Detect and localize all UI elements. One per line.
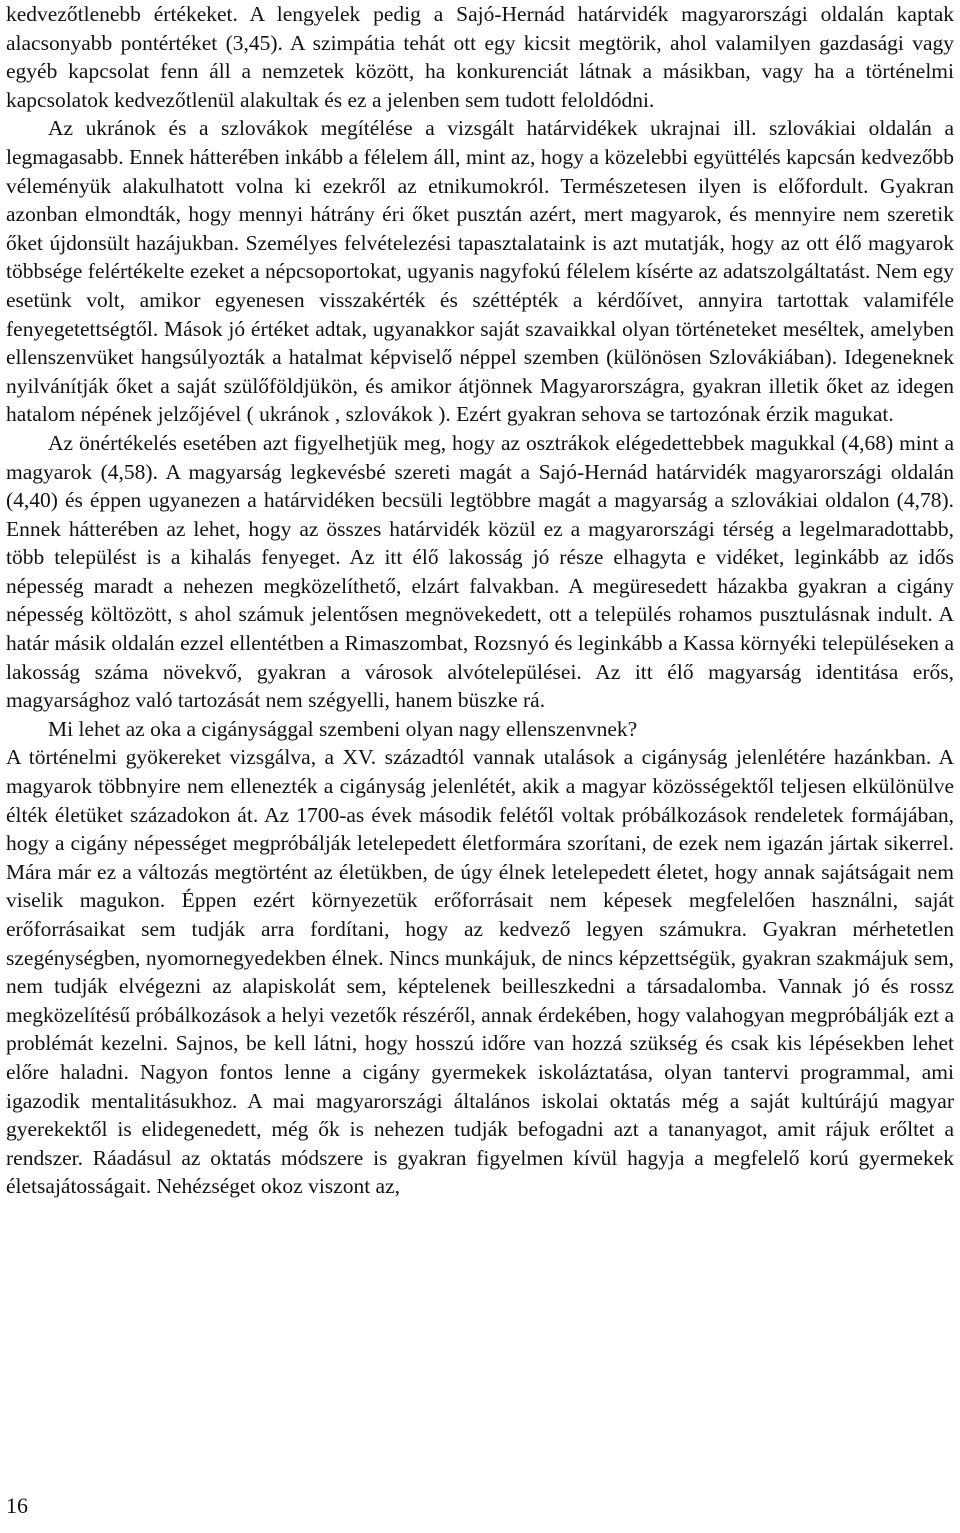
paragraph-continuation: kedvezőtlenebb értékeket. A lengyelek pedig a Sajó-Hernád határvidék magyarországi oldalán kaptak alacsonyabb pontértéket (3,45). A szimpátia tehát ott egy kicsit megtörik, ahol valamilyen gazdasági vagy egyéb kapcsolat fenn áll a nemzetek között, ha konkurenciát látnak a másikban, vagy ha a történelmi kapcsolatok kedvezőtlenül alakultak és ez a jelenben sem tudott feloldódni. <box>6 2 954 112</box>
page-number: 16 <box>6 1493 28 1518</box>
paragraph-self-evaluation: Az önértékelés esetében azt figyelhetjük meg, hogy az osztrákok elégedettebbek magukkal (4,68) mint a magyarok (4,58). A magyarság legkevésbé szereti magát a Sajó-Hernád határvidék magyarországi oldalán (4,40) és éppen ugyanezen a határvidéken becsüli legtöbbre magát a magyarság a szlovákiai oldalon (4,78). Ennek hátterében az lehet, hogy az összes határvidék közül ez a magyarországi térség a legelmaradottabb, több települést is a kihalás fenyeget. Az itt élő lakosság jó része elhagyta e vidéket, leginkább az idős népesség maradt a nehezen megközelíthető, elzárt falvakban. A megüresedett házakba gyakran a cigány népesség költözött, s ahol számuk jelentősen megnövekedett, ott a település rohamos pusztulásnak indult. A határ másik oldalán ezzel ellentétben a Rimaszombat, Rozsnyó és leginkább a Kassa környéki településeken a lakosság száma növekvő, gyakran a városok alvótelepülései. Az itt élő magyarság identitása erős, magyarsághoz való tartozását nem szégyelli, hanem büszke rá. <box>6 430 954 713</box>
body-text <box>6 0 954 1201</box>
paragraph-historical-roots: A történelmi gyökereket vizsgálva, a XV. századtól vannak utalások a cigányság jelenlétére hazánkban. A magyarok többnyire nem ellenezték a cigányság jelenlétét, akik a magyar közösségektől teljesen elkülönülve élték életüket századokon át. Az 1700-as évek második felétől voltak próbálkozások rendeletek formájában, hogy a cigány népességet megpróbálják letelepedett életformára szorítani, de ezek nem igazán jártak sikerrel. Mára már ez a változás megtörtént az életükben, de úgy élnek letelepedett életet, hogy annak sajátságait nem viselik magukon. Éppen ezért környezetük erőforrásait nem képesek megfelelően használni, saját erőforrásaikat sem tudják arra fordítani, hogy az kedvező legyen számukra. Gyakran mérhetetlen szegénységben, nyomornegyedekben élnek. Nincs munkájuk, de nincs képzettségük, gyakran szakmájuk sem, nem tudják elvégezni az alapiskolát sem, képtelenek beilleszkedni a társadalomba. Vannak jó és rossz megközelítésű próbálkozások a helyi vezetők részéről, annak érdekében, hogy valahogyan megpróbálják ezt a problémát kezelni. Sajnos, be kell látni, hogy hosszú időre van hozzá szükség és csak kis lépésekben lehet előre haladni. Nagyon fontos lenne a cigány gyermekek iskoláztatása, olyan tantervi programmal, ami igazodik mentalitásukhoz. A mai magyarországi általános iskolai oktatás még a saját kultúrájú magyar gyerekektől is elidegenedett, még ők is nehezen tudják befogadni azt a tananyagot, amit rájuk erőltet a rendszer. Ráadásul az oktatás módszere is gyakran figyelmen kívül hagyja a megfelelő korú gyermekek életsajátosságait. Nehézséget okoz viszont az, <box>6 745 954 1199</box>
paragraph-ukrainians-slovaks: Az ukránok és a szlovákok megítélése a vizsgált határvidékek ukrajnai ill. szlovákiai oldalán a legmagasabb. Ennek hátterében inkább a félelem áll, mint az, hogy a közelebbi együttélés kapcsán kedvezőbb véleményük alakulhatott volna ki ezekről az etnikumokról. Természetesen ilyen is előfordult. Gyakran azonban elmondták, hogy mennyi hátrány éri őket pusztán azért, mert magyarok, és mennyire nem szeretik őket újdonsült hazájukban. Személyes felvételezési tapasztalataink is azt mutatják, hogy az ott élő magyarok többsége felértékelte ezeket a népcsoportokat, ugyanis nagyfokú félelem kísérte az adatszolgáltatást. Nem egy esetünk volt, amikor egyenesen visszakérték és széttépték a kérdőívet, annyira tartottak valamiféle fenyegetettségtől. Mások jó értéket adtak, ugyanakkor saját szavaikkal olyan történeteket meséltek, amelyben ellenszenvüket hangsúlyozták a hatalmat képviselő néppel szemben (különösen Szlovákiában). Idegeneknek nyilvánítják őket a saját szülőföldjükön, és amikor átjönnek Magyarországra, gyakran illetik őket az idegen hatalom népének jelzőjével ( ukránok , szlovákok ). Ezért gyakran sehova se tartozónak érzik magukat. <box>6 116 954 427</box>
paragraph-question: Mi lehet az oka a cigánysággal szembeni olyan nagy ellenszenvnek? <box>48 716 638 741</box>
